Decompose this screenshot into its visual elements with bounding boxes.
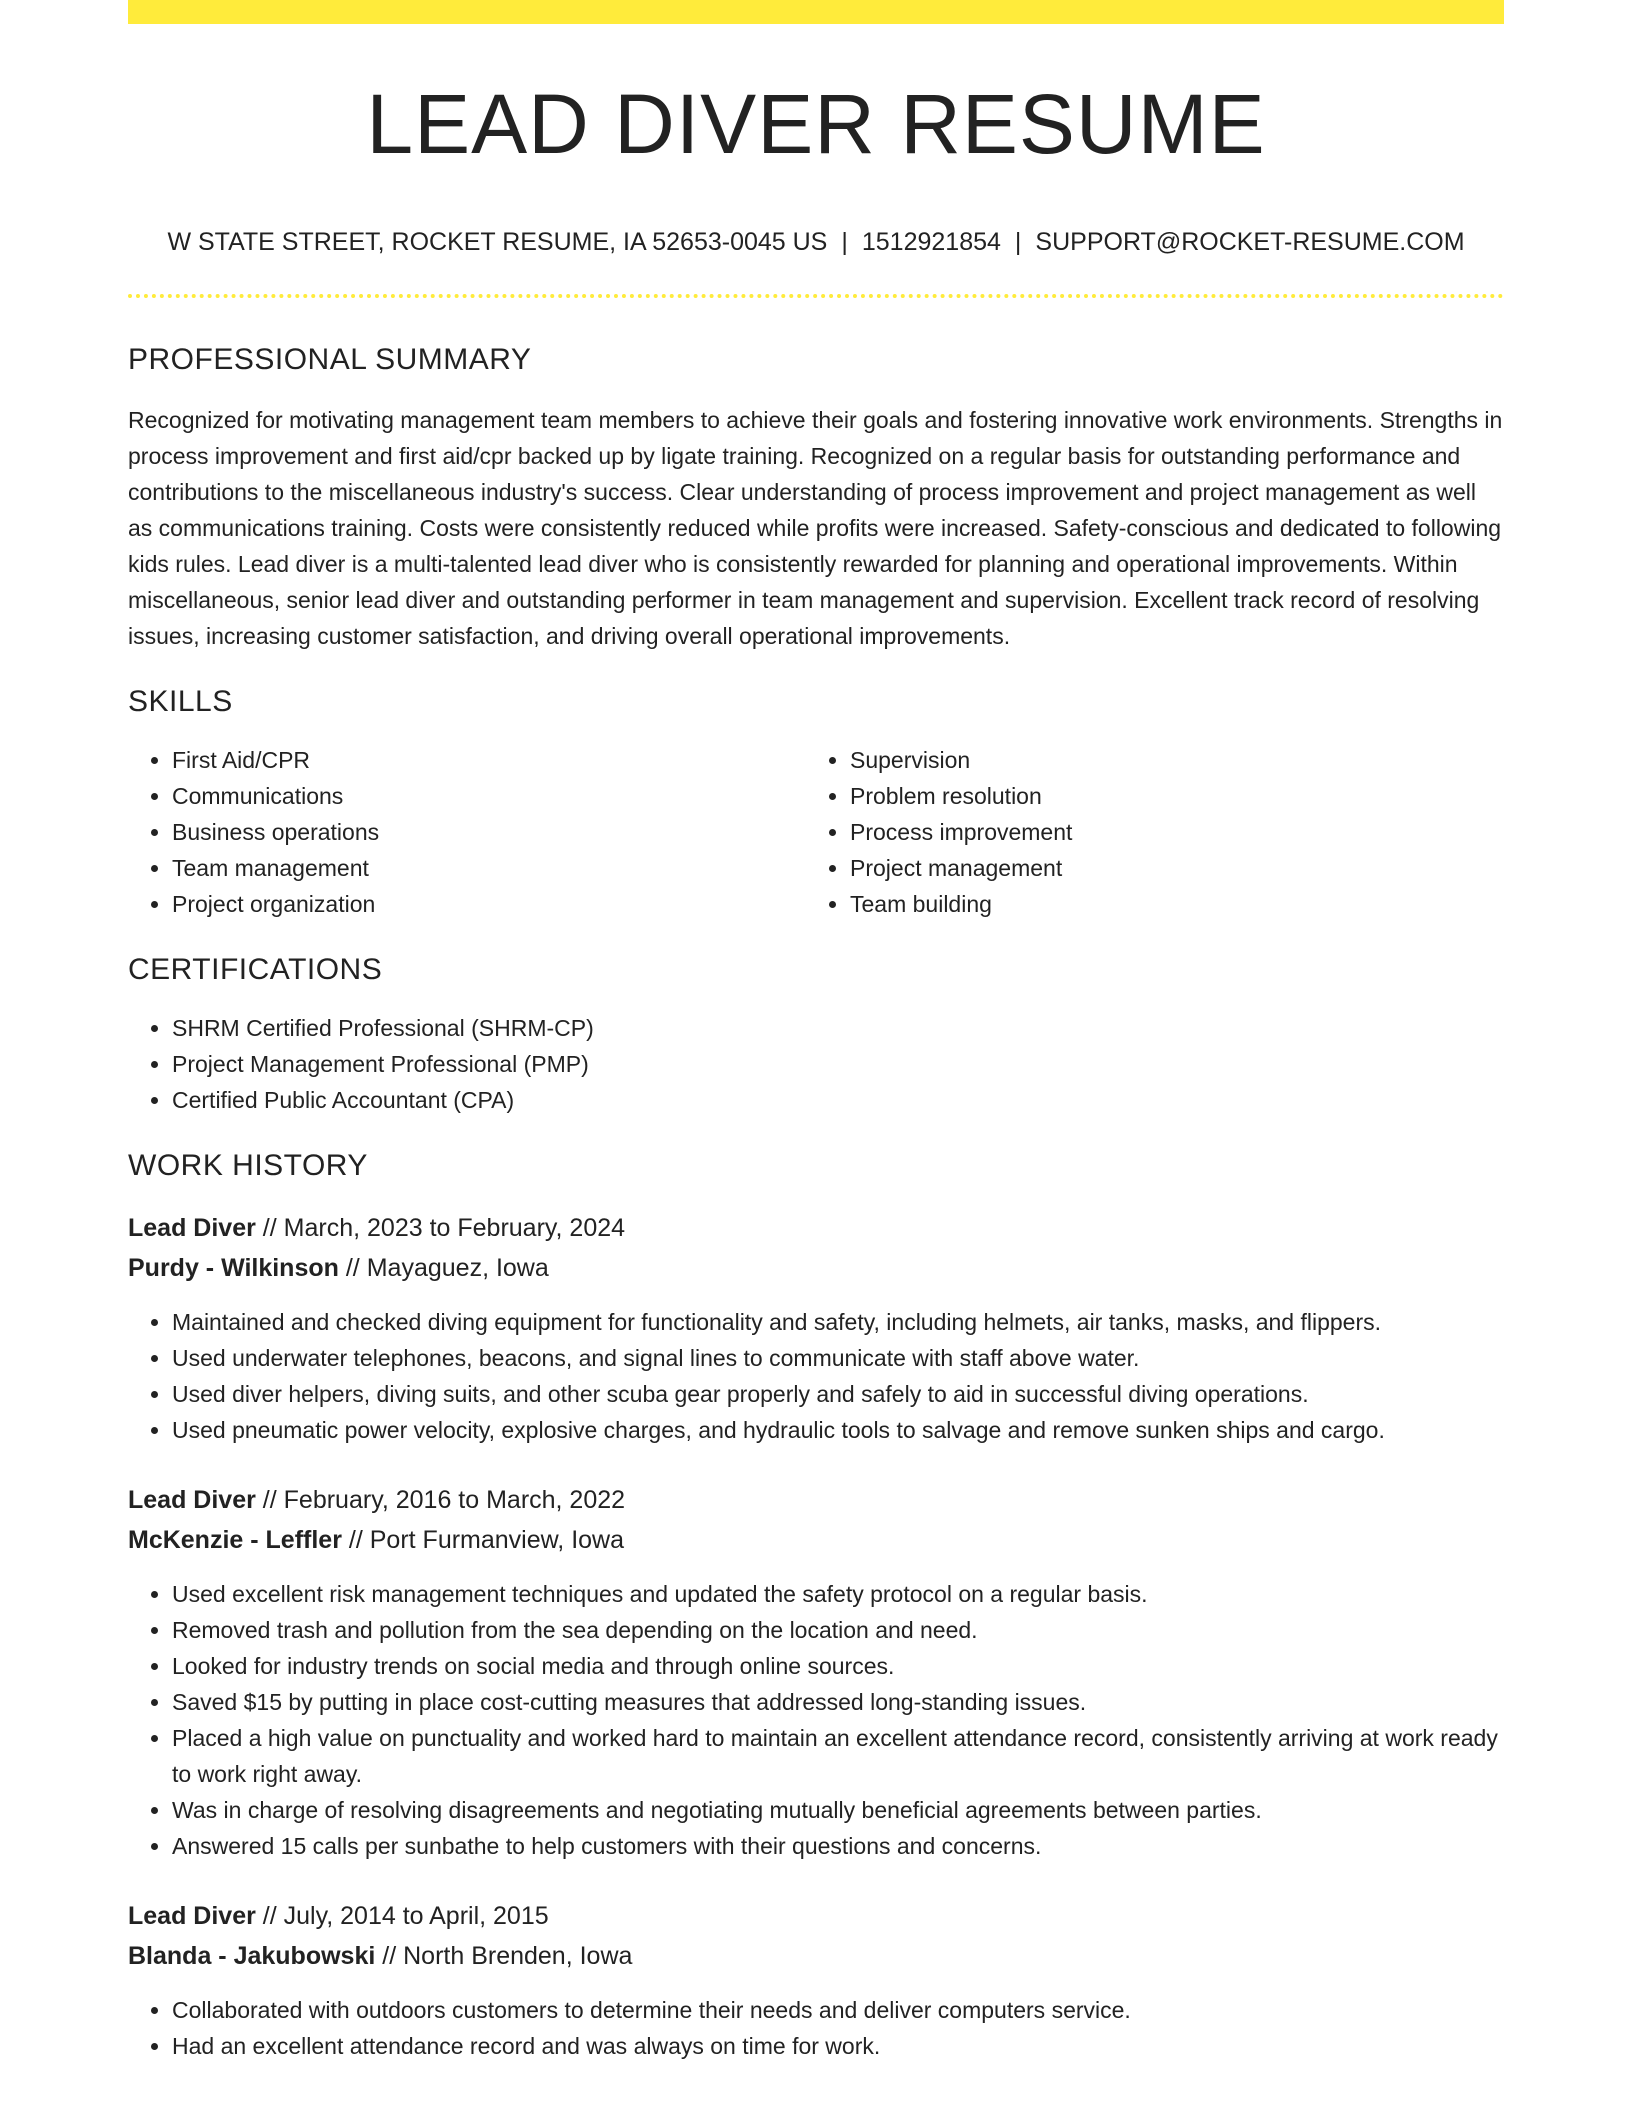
job-divider: // (345, 1254, 360, 1282)
skill-item: • Supervision (850, 742, 1484, 778)
skill-item: • Process improvement (850, 814, 1484, 850)
skills-heading: SKILLS (128, 685, 233, 718)
skill-item: • Team building (850, 886, 1484, 922)
job-company: Blanda - Jakubowski (128, 1942, 376, 1970)
job-bullet: • Used diver helpers, diving suits, and other scuba gear properly and safely to aid in successful diving operations. (172, 1376, 1504, 1412)
job-dates: February, 2016 to March, 2022 (283, 1486, 626, 1514)
job-entry (128, 1480, 1504, 1864)
job-location: Port Furmanview, Iowa (369, 1526, 625, 1554)
job-company: McKenzie - Leffler (128, 1526, 342, 1554)
job-bullets (128, 1576, 1504, 1864)
job-bullet: • Maintained and checked diving equipment for functionality and safety, including helmets, air tanks, masks, and flippers. (172, 1304, 1504, 1340)
job-bullets (128, 1304, 1504, 1448)
job-title: Lead Diver (128, 1902, 256, 1930)
certifications-heading: CERTIFICATIONS (128, 953, 383, 986)
skill-item: • First Aid/CPR (172, 742, 806, 778)
contact-line (128, 226, 1504, 258)
job-bullet: • Collaborated with outdoors customers to determine their needs and deliver computers service. (172, 1992, 1504, 2028)
job-bullet: • Used underwater telephones, beacons, and signal lines to communicate with staff above water. (172, 1340, 1504, 1376)
job-bullet: • Answered 15 calls per sunbathe to help customers with their questions and concerns. (172, 1828, 1504, 1864)
job-dates: July, 2014 to April, 2015 (283, 1902, 549, 1930)
certifications-list (128, 1010, 1504, 1118)
phone-text: 1512921854 (861, 228, 1001, 256)
job-title-line (128, 1480, 1504, 1520)
job-title: Lead Diver (128, 1486, 256, 1514)
job-location: Mayaguez, Iowa (366, 1254, 549, 1282)
skill-item: • Project management (850, 850, 1484, 886)
resume-page (128, 0, 1504, 2064)
job-title-line (128, 1208, 1504, 1248)
skill-item: • Project organization (172, 886, 806, 922)
job-bullet: • Removed trash and pollution from the sea depending on the location and need. (172, 1612, 1504, 1648)
job-bullet: • Had an excellent attendance record and was always on time for work. (172, 2028, 1504, 2064)
job-company: Purdy - Wilkinson (128, 1254, 339, 1282)
address-text: W STATE STREET, ROCKET RESUME, IA 52653-0045 US (167, 228, 828, 256)
job-company-line (128, 1248, 1504, 1288)
job-divider: // (348, 1526, 363, 1554)
contact-separator: | (1014, 228, 1022, 256)
skill-item: • Team management (172, 850, 806, 886)
dotted-divider (128, 294, 1504, 298)
job-bullet: • Saved $15 by putting in place cost-cutting measures that addressed long-standing issues. (172, 1684, 1504, 1720)
job-bullet: • Was in charge of resolving disagreements and negotiating mutually beneficial agreements between parties. (172, 1792, 1504, 1828)
job-divider: // (262, 1902, 277, 1930)
job-company-line (128, 1520, 1504, 1560)
job-divider: // (382, 1942, 397, 1970)
job-bullet: • Placed a high value on punctuality and worked hard to maintain an excellent attendance record, consistently arriving at work ready to work right away. (172, 1720, 1504, 1792)
job-company-line (128, 1936, 1504, 1976)
job-title: Lead Diver (128, 1214, 256, 1242)
job-entry (128, 1208, 1504, 1448)
contact-separator: | (841, 228, 848, 256)
job-spacer (128, 1864, 1504, 1896)
skill-item: • Communications (172, 778, 806, 814)
job-entry (128, 1896, 1504, 2064)
job-bullet: • Used excellent risk management techniques and updated the safety protocol on a regular basis. (172, 1576, 1504, 1612)
work-history-heading: WORK HISTORY (128, 1149, 368, 1182)
accent-bar (128, 0, 1504, 24)
skills-list-right (806, 742, 1484, 922)
job-bullet: • Looked for industry trends on social media and through online sources. (172, 1648, 1504, 1684)
job-bullet: • Used pneumatic power velocity, explosive charges, and hydraulic tools to salvage and remove sunken ships and cargo. (172, 1412, 1504, 1448)
certification-item: • SHRM Certified Professional (SHRM-CP) (172, 1010, 1504, 1046)
certification-item: • Project Management Professional (PMP) (172, 1046, 1504, 1082)
job-bullets (128, 1992, 1504, 2064)
certification-item: • Certified Public Accountant (CPA) (172, 1082, 1504, 1118)
job-dates: March, 2023 to February, 2024 (283, 1214, 626, 1242)
job-divider: // (262, 1486, 277, 1514)
job-divider: // (262, 1214, 277, 1242)
skills-columns (128, 742, 1504, 922)
job-title-line (128, 1896, 1504, 1936)
job-location: North Brenden, Iowa (403, 1942, 633, 1970)
page-title: LEAD DIVER RESUME (366, 77, 1266, 171)
summary-heading: PROFESSIONAL SUMMARY (128, 343, 532, 376)
skill-item: • Business operations (172, 814, 806, 850)
job-spacer (128, 1448, 1504, 1480)
skill-item: • Problem resolution (850, 778, 1484, 814)
summary-text: Recognized for motivating management team members to achieve their goals and fostering innovative work environments. Strengths in process improvement and first aid/cpr backed up by ligate training. Recognized on a regular basis for outstanding performance and contributions to the miscellaneous industry's success. Clear understanding of process improvement and project management as well as communications training. Costs were consistently reduced while profits were increased. Safety-conscious and dedicated to following kids rules. Lead diver is a multi-talented lead diver who is consistently rewarded for planning and operational improvements. Within miscellaneous, senior lead diver and outstanding performer in team management and supervision. Excellent track record of resolving issues, increasing customer satisfaction, and driving overall operational improvements. (128, 407, 1503, 649)
email-text: SUPPORT@ROCKET-RESUME.COM (1035, 228, 1465, 256)
skills-list-left (128, 742, 806, 922)
